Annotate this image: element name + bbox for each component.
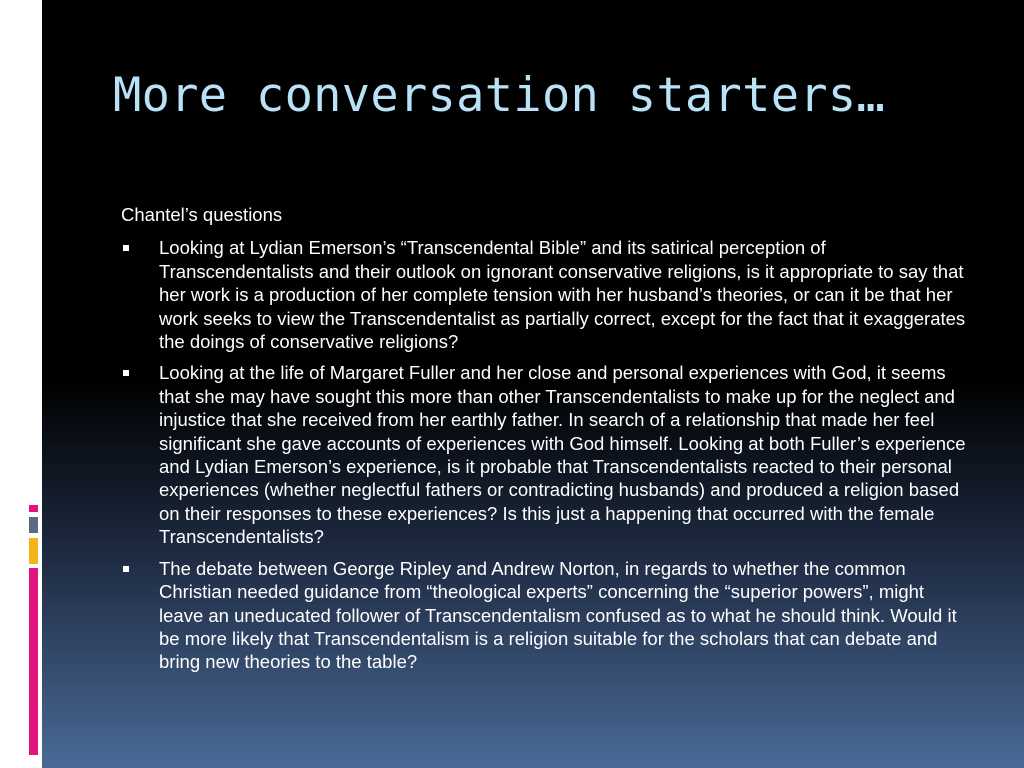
subheading: Chantel’s questions <box>121 204 283 225</box>
bullet-square-icon <box>123 370 129 376</box>
bullet-text: The debate between George Ripley and Andrew Norton, in regards to whether the common Christian needed guidance from “theological experts” concerning the “superior powers”, might leave an uneducated follower of Transcendentalism confused as to what he should think. Would it be more likely that Transcendentalism is a religion suitable for the scholars that can debate and bring new theories to the table? <box>159 557 957 673</box>
slide-body <box>121 203 971 682</box>
list-item <box>121 557 971 674</box>
slide-title: More conversation starters… <box>113 68 886 123</box>
list-item <box>121 236 971 353</box>
bullet-text: Looking at the life of Margaret Fuller and her close and personal experiences with God, it seems that she may have sought this more than other Transcendentalists to make up for the neglect and injustice that she received from her earthly father. In search of a relationship that made her feel significant she gave accounts of experiences with God himself. Looking at both Fuller’s experience and Lydian Emerson’s experience, is it probable that Transcendentalists reacted to their personal experiences (whether neglectful fathers or contradicting husbands) and produced a religion based on their responses to these experiences? Is this just a happening that occurred with the female Transcendentalists? <box>159 362 966 548</box>
list-item <box>121 361 971 548</box>
decor-bar-pink-tall <box>29 568 38 755</box>
decor-bar-gold <box>29 538 38 564</box>
decor-bar-pink-small <box>29 505 38 512</box>
bullet-square-icon <box>123 245 129 251</box>
bullet-text: Looking at Lydian Emerson’s “Transcendental Bible” and its satirical perception of Transcendentalists and their outlook on ignorant conservative religions, is it appropriate to say that her work is a production of her complete tension with her husband’s theories, or can it be that her work seeks to view the Transcendentalist as partially correct, except for the fact that it exaggerates the doings of conservative religions? <box>159 237 966 353</box>
decor-bar-gray <box>29 517 38 533</box>
bullet-list <box>121 236 971 673</box>
bullet-square-icon <box>123 566 129 572</box>
